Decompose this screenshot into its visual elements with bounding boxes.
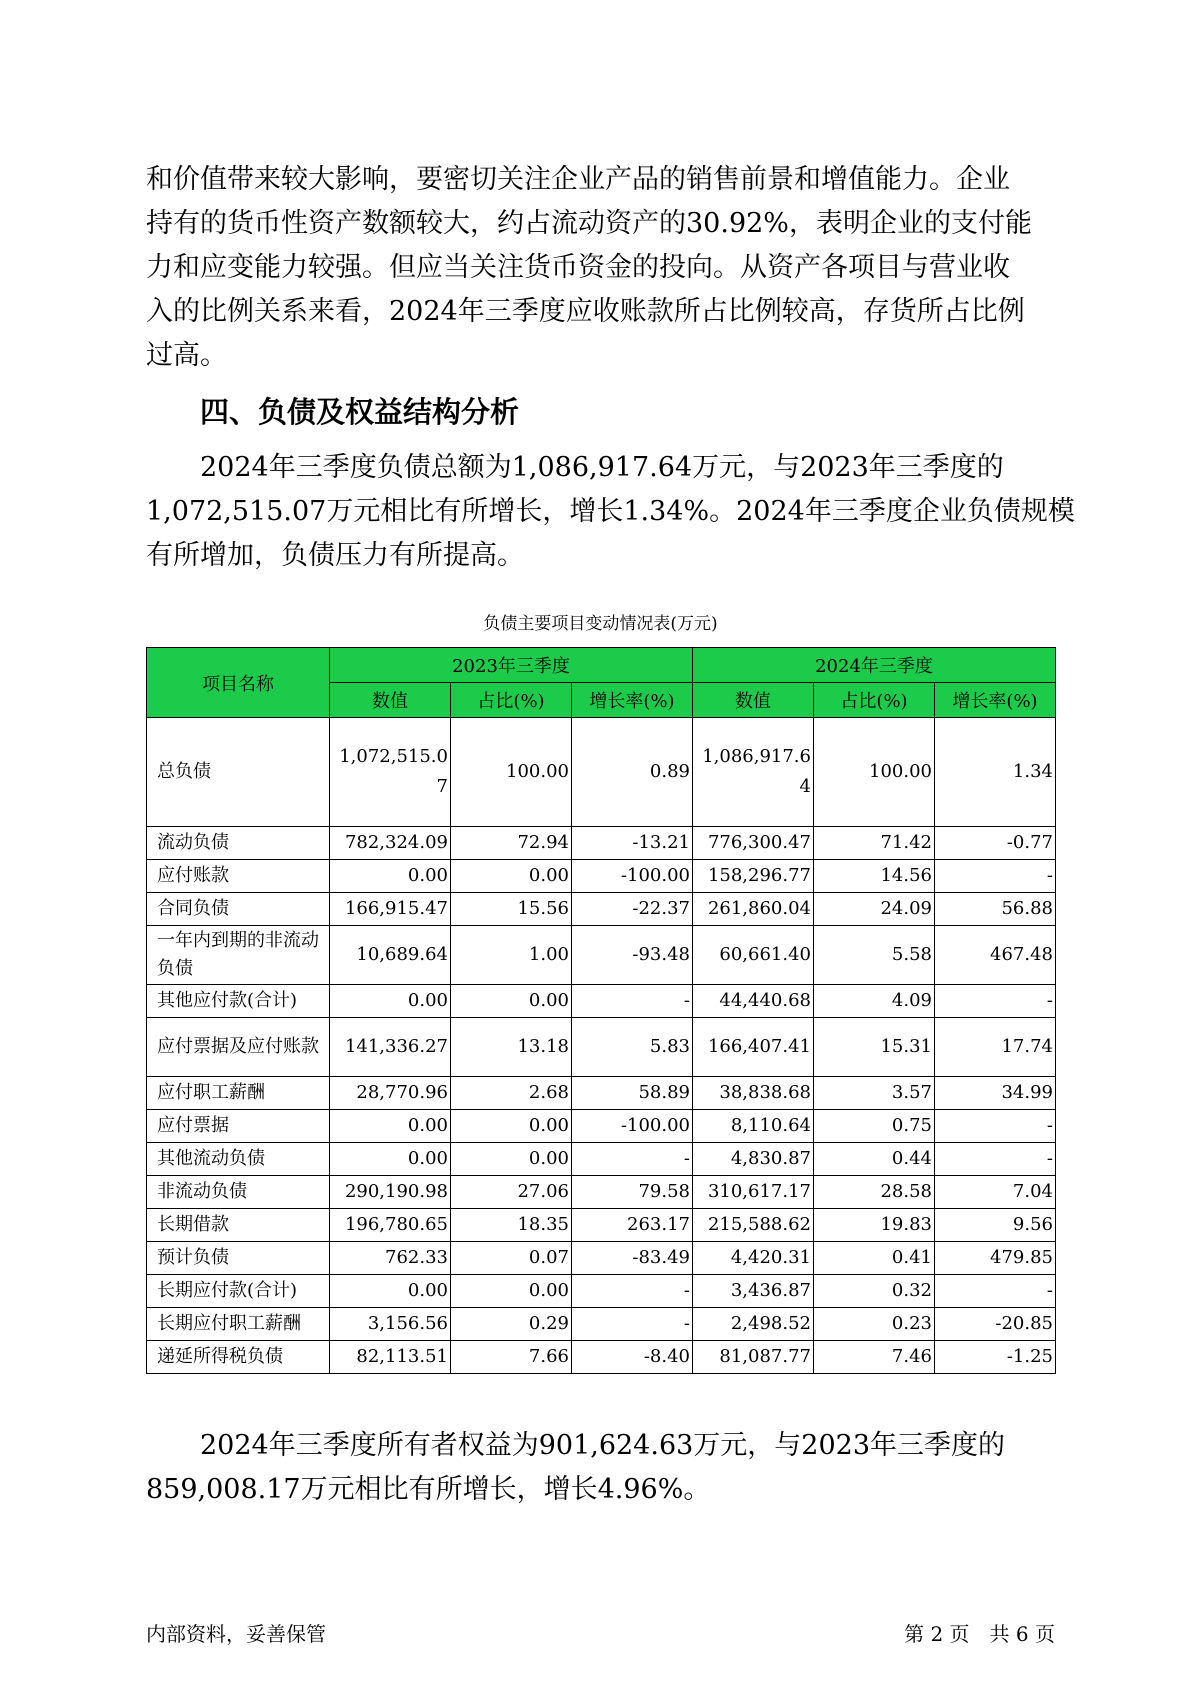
cell-share-2024: 4.09 <box>814 985 935 1018</box>
cell-item-name: 非流动负债 <box>147 1176 330 1209</box>
cell-share-2024: 14.56 <box>814 860 935 893</box>
cell-growth-2024: 7.04 <box>935 1176 1056 1209</box>
cell-growth-2023: -22.37 <box>572 893 693 926</box>
cell-value-2024: 166,407.41 <box>693 1018 814 1077</box>
cell-value-2024: 60,661.40 <box>693 926 814 985</box>
header-value-2023: 数值 <box>330 683 451 718</box>
cell-growth-2023: -8.40 <box>572 1341 693 1374</box>
cell-share-2024: 0.32 <box>814 1275 935 1308</box>
cell-growth-2023: 58.89 <box>572 1077 693 1110</box>
cell-share-2024: 0.41 <box>814 1242 935 1275</box>
liability-paragraph <box>146 446 1075 578</box>
cell-value-2023: 0.00 <box>330 860 451 893</box>
cell-item-name: 预计负债 <box>147 1242 330 1275</box>
cell-item-name: 其他流动负债 <box>147 1143 330 1176</box>
cell-value-2023: 290,190.98 <box>330 1176 451 1209</box>
cell-growth-2024: 467.48 <box>935 926 1056 985</box>
cell-value-2023: 0.00 <box>330 1275 451 1308</box>
cell-share-2023: 0.29 <box>451 1308 572 1341</box>
cell-growth-2023: -100.00 <box>572 1110 693 1143</box>
cell-share-2023: 2.68 <box>451 1077 572 1110</box>
header-group-2024: 2024年三季度 <box>693 648 1056 683</box>
cell-value-2024: 8,110.64 <box>693 1110 814 1143</box>
cell-item-name: 总负债 <box>147 718 330 827</box>
cell-item-name: 其他应付款(合计) <box>147 985 330 1018</box>
table-caption: 负债主要项目变动情况表(万元) <box>483 614 718 634</box>
cell-share-2023: 15.56 <box>451 893 572 926</box>
cell-growth-2024: -0.77 <box>935 827 1056 860</box>
header-growth-2023: 增长率(%) <box>572 683 693 718</box>
cell-value-2023: 762.33 <box>330 1242 451 1275</box>
table-row <box>147 1018 1056 1077</box>
cell-value-2023: 782,324.09 <box>330 827 451 860</box>
cell-item-name: 流动负债 <box>147 827 330 860</box>
intro-line: 过高。 <box>146 340 227 371</box>
header-group-2023: 2023年三季度 <box>330 648 693 683</box>
cell-item-name: 长期应付职工薪酬 <box>147 1308 330 1341</box>
cell-growth-2024: 56.88 <box>935 893 1056 926</box>
cell-value-2023: 141,336.27 <box>330 1018 451 1077</box>
cell-share-2023: 13.18 <box>451 1018 572 1077</box>
cell-growth-2023: - <box>572 985 693 1018</box>
cell-share-2024: 100.00 <box>814 718 935 827</box>
cell-value-2024: 4,830.87 <box>693 1143 814 1176</box>
table-row <box>147 1176 1056 1209</box>
cell-growth-2023: 0.89 <box>572 718 693 827</box>
intro-line: 持有的货币性资产数额较大，约占流动资产的30.92%，表明企业的支付能 <box>146 208 1032 239</box>
header-item-name: 项目名称 <box>147 648 330 718</box>
cell-growth-2023: 263.17 <box>572 1209 693 1242</box>
cell-share-2024: 5.58 <box>814 926 935 985</box>
cell-growth-2024: 479.85 <box>935 1242 1056 1275</box>
cell-item-name: 长期应付款(合计) <box>147 1275 330 1308</box>
table-row <box>147 985 1056 1018</box>
cell-growth-2023: - <box>572 1143 693 1176</box>
cell-value-2023: 10,689.64 <box>330 926 451 985</box>
cell-share-2024: 19.83 <box>814 1209 935 1242</box>
table-row <box>147 718 1056 827</box>
cell-growth-2023: 79.58 <box>572 1176 693 1209</box>
equity-line: 859,008.17万元相比有所增长，增长4.96%。 <box>146 1474 711 1505</box>
cell-value-2024: 38,838.68 <box>693 1077 814 1110</box>
table-row <box>147 827 1056 860</box>
cell-value-2023: 0.00 <box>330 1143 451 1176</box>
cell-value-2024: 44,440.68 <box>693 985 814 1018</box>
table-row <box>147 926 1056 985</box>
table-row <box>147 1209 1056 1242</box>
cell-value-2023: 28,770.96 <box>330 1077 451 1110</box>
header-value-2024: 数值 <box>693 683 814 718</box>
cell-item-name: 应付票据 <box>147 1110 330 1143</box>
section-heading: 四、负债及权益结构分析 <box>200 395 520 429</box>
table-row <box>147 893 1056 926</box>
cell-item-name: 应付账款 <box>147 860 330 893</box>
cell-growth-2023: -83.49 <box>572 1242 693 1275</box>
cell-growth-2023: - <box>572 1308 693 1341</box>
cell-share-2023: 18.35 <box>451 1209 572 1242</box>
table-row <box>147 1110 1056 1143</box>
cell-item-name: 递延所得税负债 <box>147 1341 330 1374</box>
cell-growth-2023: -93.48 <box>572 926 693 985</box>
table-row <box>147 1242 1056 1275</box>
cell-value-2024: 81,087.77 <box>693 1341 814 1374</box>
equity-paragraph <box>146 1424 1056 1512</box>
footer-page-number: 第 2 页 共 6 页 <box>904 1622 1055 1646</box>
cell-share-2024: 0.44 <box>814 1143 935 1176</box>
cell-share-2024: 0.75 <box>814 1110 935 1143</box>
cell-growth-2024: - <box>935 985 1056 1018</box>
cell-share-2023: 0.00 <box>451 860 572 893</box>
cell-share-2023: 100.00 <box>451 718 572 827</box>
cell-share-2024: 71.42 <box>814 827 935 860</box>
cell-share-2023: 0.00 <box>451 1143 572 1176</box>
cell-share-2023: 0.00 <box>451 1275 572 1308</box>
cell-share-2024: 28.58 <box>814 1176 935 1209</box>
cell-share-2024: 0.23 <box>814 1308 935 1341</box>
cell-value-2024: 4,420.31 <box>693 1242 814 1275</box>
cell-growth-2024: -1.25 <box>935 1341 1056 1374</box>
header-growth-2024: 增长率(%) <box>935 683 1056 718</box>
cell-value-2024: 2,498.52 <box>693 1308 814 1341</box>
intro-line: 入的比例关系来看，2024年三季度应收账款所占比例较高，存货所占比例 <box>146 296 1025 327</box>
cell-value-2024: 776,300.47 <box>693 827 814 860</box>
cell-growth-2023: -100.00 <box>572 860 693 893</box>
cell-share-2023: 7.66 <box>451 1341 572 1374</box>
cell-share-2024: 15.31 <box>814 1018 935 1077</box>
cell-share-2023: 27.06 <box>451 1176 572 1209</box>
header-share-2023: 占比(%) <box>451 683 572 718</box>
cell-item-name: 长期借款 <box>147 1209 330 1242</box>
table-row <box>147 1143 1056 1176</box>
cell-growth-2024: 1.34 <box>935 718 1056 827</box>
cell-growth-2024: - <box>935 1275 1056 1308</box>
cell-value-2023: 1,072,515.07 <box>330 718 451 827</box>
cell-value-2023: 196,780.65 <box>330 1209 451 1242</box>
footer-confidential: 内部资料，妥善保管 <box>146 1622 326 1646</box>
cell-growth-2024: - <box>935 1110 1056 1143</box>
cell-growth-2024: - <box>935 860 1056 893</box>
cell-value-2023: 0.00 <box>330 1110 451 1143</box>
cell-item-name: 合同负债 <box>147 893 330 926</box>
cell-growth-2024: 17.74 <box>935 1018 1056 1077</box>
cell-share-2023: 1.00 <box>451 926 572 985</box>
cell-item-name: 应付职工薪酬 <box>147 1077 330 1110</box>
cell-value-2024: 215,588.62 <box>693 1209 814 1242</box>
cell-share-2024: 3.57 <box>814 1077 935 1110</box>
cell-share-2023: 72.94 <box>451 827 572 860</box>
cell-value-2023: 3,156.56 <box>330 1308 451 1341</box>
cell-value-2023: 166,915.47 <box>330 893 451 926</box>
cell-share-2024: 7.46 <box>814 1341 935 1374</box>
cell-growth-2023: 5.83 <box>572 1018 693 1077</box>
cell-growth-2024: 9.56 <box>935 1209 1056 1242</box>
table-row <box>147 860 1056 893</box>
intro-paragraph <box>146 158 1056 378</box>
liability-line: 2024年三季度负债总额为1,086,917.64万元，与2023年三季度的 <box>146 452 1004 483</box>
table-row <box>147 1275 1056 1308</box>
cell-value-2024: 3,436.87 <box>693 1275 814 1308</box>
header-share-2024: 占比(%) <box>814 683 935 718</box>
liability-table <box>146 647 1056 1374</box>
cell-growth-2023: - <box>572 1275 693 1308</box>
intro-line: 力和应变能力较强。但应当关注货币资金的投向。从资产各项目与营业收 <box>146 252 1010 283</box>
cell-share-2023: 0.00 <box>451 1110 572 1143</box>
table-row <box>147 1077 1056 1110</box>
table-row <box>147 1308 1056 1341</box>
cell-item-name: 应付票据及应付账款 <box>147 1018 330 1077</box>
cell-growth-2023: -13.21 <box>572 827 693 860</box>
cell-value-2024: 158,296.77 <box>693 860 814 893</box>
table-row <box>147 1341 1056 1374</box>
cell-share-2024: 24.09 <box>814 893 935 926</box>
cell-value-2024: 1,086,917.64 <box>693 718 814 827</box>
cell-value-2024: 261,860.04 <box>693 893 814 926</box>
cell-growth-2024: -20.85 <box>935 1308 1056 1341</box>
liability-line: 有所增加，负债压力有所提高。 <box>146 540 524 571</box>
cell-value-2023: 82,113.51 <box>330 1341 451 1374</box>
cell-share-2023: 0.00 <box>451 985 572 1018</box>
equity-line: 2024年三季度所有者权益为901,624.63万元，与2023年三季度的 <box>146 1430 1006 1461</box>
cell-item-name: 一年内到期的非流动负债 <box>147 926 330 985</box>
cell-share-2023: 0.07 <box>451 1242 572 1275</box>
liability-line: 1,072,515.07万元相比有所增长，增长1.34%。2024年三季度企业负债规模 <box>146 496 1075 527</box>
intro-line: 和价值带来较大影响，要密切关注企业产品的销售前景和增值能力。企业 <box>146 164 1010 195</box>
cell-value-2023: 0.00 <box>330 985 451 1018</box>
cell-value-2024: 310,617.17 <box>693 1176 814 1209</box>
cell-growth-2024: 34.99 <box>935 1077 1056 1110</box>
cell-growth-2024: - <box>935 1143 1056 1176</box>
